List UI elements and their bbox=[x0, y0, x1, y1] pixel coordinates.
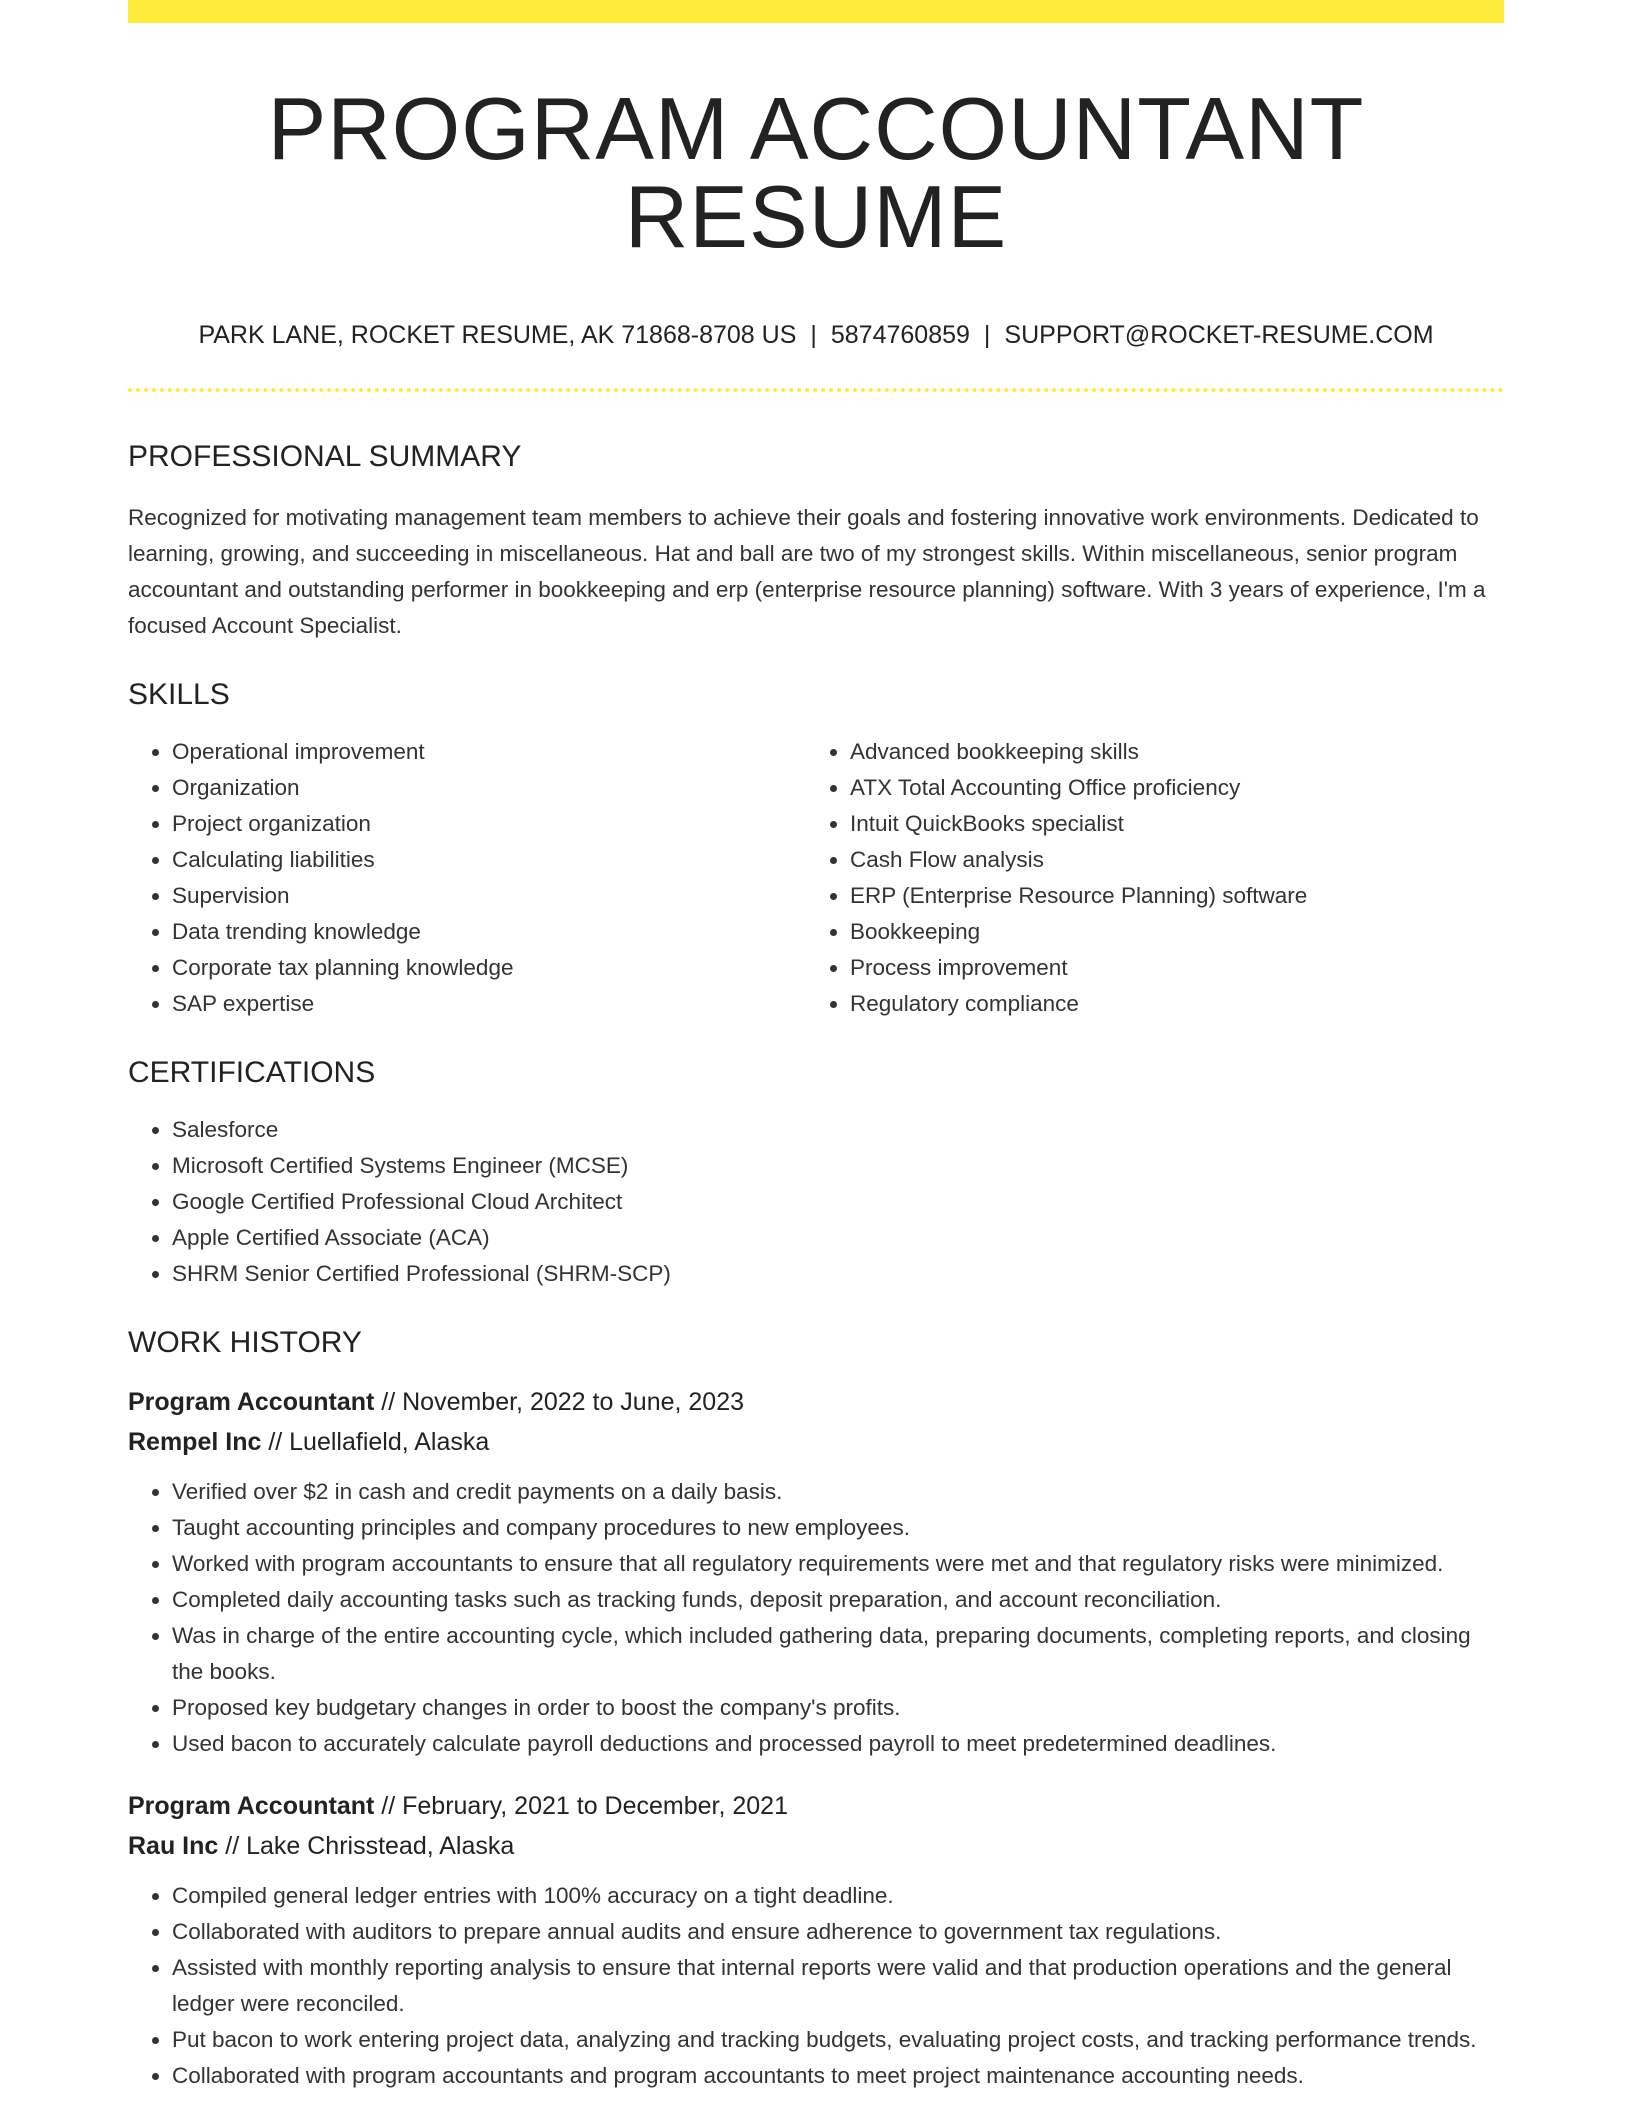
skill-item: • Calculating liabilities bbox=[172, 842, 806, 878]
job-entry bbox=[128, 1382, 1504, 1762]
skills-left-list bbox=[128, 734, 806, 1022]
certification-item: • Google Certified Professional Cloud Architect bbox=[172, 1184, 1504, 1220]
resume-page bbox=[128, 0, 1504, 2094]
job-bullet: • Collaborated with program accountants and program accountants to meet project maintenance accounting needs. bbox=[172, 2058, 1504, 2094]
certification-item: • SHRM Senior Certified Professional (SHRM-SCP) bbox=[172, 1256, 1504, 1292]
skill-item: • Cash Flow analysis bbox=[850, 842, 1484, 878]
certification-item: • Microsoft Certified Systems Engineer (MCSE) bbox=[172, 1148, 1504, 1184]
resume-title: PROGRAM ACCOUNTANT RESUME bbox=[267, 79, 1365, 266]
skill-item: • Supervision bbox=[172, 878, 806, 914]
skill-item: • Operational improvement bbox=[172, 734, 806, 770]
work-history-heading: WORK HISTORY bbox=[128, 1326, 362, 1359]
contact-address: PARK LANE, ROCKET RESUME, AK 71868-8708 US bbox=[198, 321, 797, 349]
skill-item: • Organization bbox=[172, 770, 806, 806]
summary-heading: PROFESSIONAL SUMMARY bbox=[128, 440, 522, 473]
job-dates: // November, 2022 to June, 2023 bbox=[374, 1388, 745, 1416]
job-company: Rempel Inc bbox=[128, 1428, 262, 1456]
contact-email: SUPPORT@ROCKET-RESUME.COM bbox=[1004, 321, 1434, 349]
job-bullet: • Assisted with monthly reporting analysis to ensure that internal reports were valid and that production operations and the general ledger were reconciled. bbox=[172, 1950, 1504, 2022]
certifications-list bbox=[128, 1112, 1504, 1292]
job-bullet: • Compiled general ledger entries with 100% accuracy on a tight deadline. bbox=[172, 1878, 1504, 1914]
job-bullet: • Was in charge of the entire accounting cycle, which included gathering data, preparing documents, completing reports, and closing the books. bbox=[172, 1618, 1504, 1690]
job-bullet: • Put bacon to work entering project data, analyzing and tracking budgets, evaluating project costs, and tracking performance trends. bbox=[172, 2022, 1504, 2058]
job-bullet: • Verified over $2 in cash and credit payments on a daily basis. bbox=[172, 1474, 1504, 1510]
job-bullet: • Collaborated with auditors to prepare annual audits and ensure adherence to government tax regulations. bbox=[172, 1914, 1504, 1950]
skills-columns bbox=[128, 734, 1504, 1022]
certification-item: • Apple Certified Associate (ACA) bbox=[172, 1220, 1504, 1256]
skill-item: • Data trending knowledge bbox=[172, 914, 806, 950]
job-location: // Luellafield, Alaska bbox=[261, 1428, 490, 1456]
skill-item: • Bookkeeping bbox=[850, 914, 1484, 950]
job-company: Rau Inc bbox=[128, 1832, 219, 1860]
contact-separator: | bbox=[810, 321, 817, 349]
skill-item: • ATX Total Accounting Office proficiency bbox=[850, 770, 1484, 806]
job-bullet: • Proposed key budgetary changes in order to boost the company's profits. bbox=[172, 1690, 1504, 1726]
summary-text: Recognized for motivating management team members to achieve their goals and fostering innovative work environments. Dedicated to learning, growing, and succeeding in miscellaneous. Hat and ball are two of my strongest skills. Within miscellaneous, senior program accountant and outstanding performer in bookkeeping and erp (enterprise resource planning) software. With 3 years of experience, I'm a focused Account Specialist. bbox=[128, 505, 1486, 638]
skill-item: • ERP (Enterprise Resource Planning) software bbox=[850, 878, 1484, 914]
contact-separator: | bbox=[983, 321, 991, 349]
job-company-line bbox=[128, 1422, 1504, 1462]
job-title: Program Accountant bbox=[128, 1792, 375, 1820]
skill-item: • Project organization bbox=[172, 806, 806, 842]
job-dates: // February, 2021 to December, 2021 bbox=[374, 1792, 788, 1820]
job-location: // Lake Chrisstead, Alaska bbox=[218, 1832, 515, 1860]
contact-line bbox=[128, 323, 1504, 348]
job-title-line bbox=[128, 1786, 1504, 1826]
skills-right-column bbox=[806, 734, 1484, 1022]
skill-item: • Intuit QuickBooks specialist bbox=[850, 806, 1484, 842]
contact-phone: 5874760859 bbox=[830, 321, 970, 349]
job-company-line bbox=[128, 1826, 1504, 1866]
skill-item: • Process improvement bbox=[850, 950, 1484, 986]
job-entry bbox=[128, 1786, 1504, 2094]
skill-item: • Corporate tax planning knowledge bbox=[172, 950, 806, 986]
certification-item: • Salesforce bbox=[172, 1112, 1504, 1148]
skills-left-column bbox=[128, 734, 806, 1022]
job-title-line bbox=[128, 1382, 1504, 1422]
top-accent-bar bbox=[128, 0, 1504, 23]
dotted-divider bbox=[128, 388, 1504, 392]
skill-item: • Regulatory compliance bbox=[850, 986, 1484, 1022]
job-bullet: • Worked with program accountants to ensure that all regulatory requirements were met and that regulatory risks were minimized. bbox=[172, 1546, 1504, 1582]
job-title: Program Accountant bbox=[128, 1388, 375, 1416]
job-bullet: • Used bacon to accurately calculate payroll deductions and processed payroll to meet predetermined deadlines. bbox=[172, 1726, 1504, 1762]
skills-heading: SKILLS bbox=[128, 678, 230, 711]
job-bullets bbox=[128, 1878, 1504, 2094]
skill-item: • SAP expertise bbox=[172, 986, 806, 1022]
job-bullet: • Taught accounting principles and company procedures to new employees. bbox=[172, 1510, 1504, 1546]
job-bullet: • Completed daily accounting tasks such as tracking funds, deposit preparation, and account reconciliation. bbox=[172, 1582, 1504, 1618]
skill-item: • Advanced bookkeeping skills bbox=[850, 734, 1484, 770]
skills-right-list bbox=[806, 734, 1484, 1022]
job-bullets bbox=[128, 1474, 1504, 1762]
certifications-heading: CERTIFICATIONS bbox=[128, 1056, 376, 1089]
